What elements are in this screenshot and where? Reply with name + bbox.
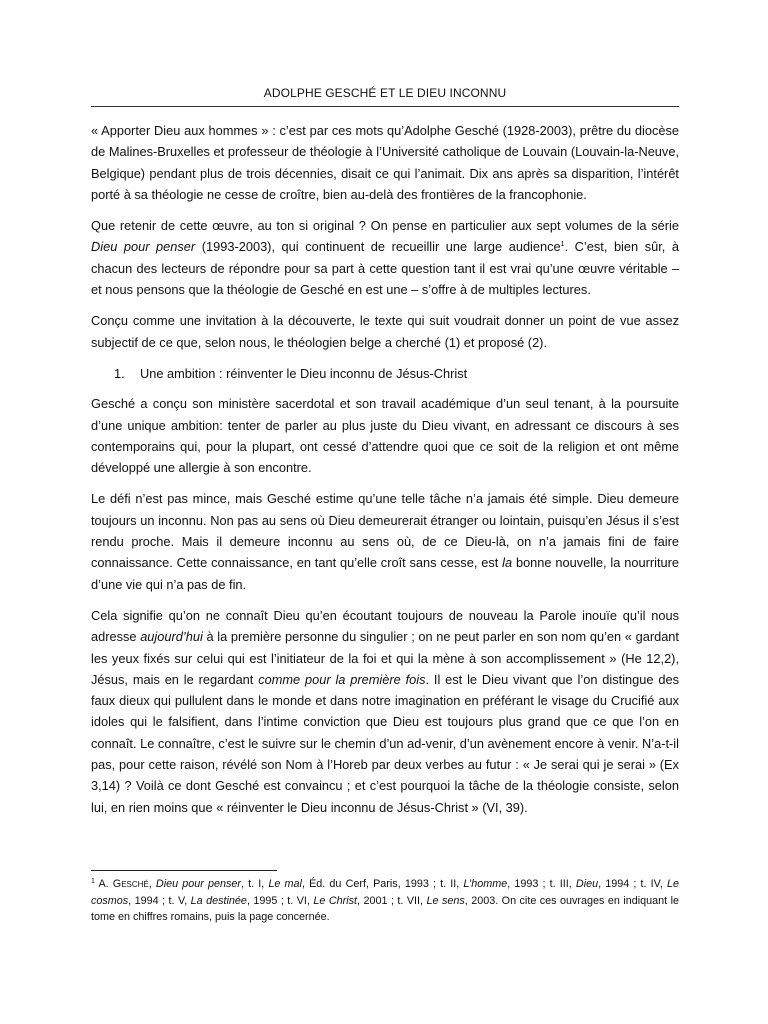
footnote-book-7: Le Christ bbox=[313, 894, 358, 907]
paragraph-parole-text-c: à la première personne du singulier ; on ne peut parler en son nom qu’en « gardant les yeux fixés sur celui qui est l’initiateur de la foi et qui la mène à son accomplissement » (He 12,2), Jésus, mais en le regardant bbox=[91, 629, 679, 687]
paragraph-parole-text-a: Cela signifie qu’on ne connaît Dieu qu’en écoutant toujours de nouveau la Parole inouïe qu’il nous adresse bbox=[91, 607, 679, 645]
footnote-text-7: , 1995 ; t. VI, bbox=[246, 894, 314, 907]
footnote-book-8: Le sens bbox=[426, 894, 465, 907]
document-page bbox=[91, 0, 679, 1024]
footnote-book-3: L’homme bbox=[463, 878, 508, 890]
footnote-text-1: , bbox=[148, 878, 156, 890]
footnote-text-5: , 1994 ; t. IV, bbox=[598, 878, 668, 890]
footnote-author-rest: esché bbox=[121, 878, 149, 890]
paragraph-intro: « Apporter Dieu aux hommes » : c’est par ces mots qu’Adolphe Gesché (1928-2003), prêtre du diocèse de Malines-Bruxelles et professeur de théologie à l’Université catholique de Louvain (Louvain-la-Neuve, Belgique) pendant plus de trois décennies, disait ce qui l’animait. Dix ans après sa disparition, l’intérêt porté à sa théologie ne cesse de croître, bien au-delà des frontières de la francophonie. bbox=[91, 123, 679, 202]
document-body bbox=[91, 120, 679, 818]
paragraph-oeuvre bbox=[91, 215, 679, 300]
footnote-author-initial: A. G bbox=[98, 878, 122, 890]
footnote-book-4: Dieu bbox=[575, 878, 599, 890]
section-heading-1 bbox=[91, 363, 679, 384]
footnote-book-6: La destinée bbox=[190, 894, 247, 907]
footnote-text-8: , 2001 ; t. VII, bbox=[357, 894, 427, 907]
paragraph-defi-text-c: bonne nouvelle, la nourriture d’une vie qui n’a pas de fin. bbox=[91, 555, 679, 592]
emphasis-aujourdhui: aujourd’hui bbox=[140, 629, 203, 645]
section-title: Une ambition : réinventer le Dieu inconnu de Jésus-Christ bbox=[140, 365, 468, 381]
paragraph-oeuvre-text-d: . C’est, bien sûr, à chacun des lecteurs de répondre pour sa part à cette question tant il est vrai qu’une œuvre véritable – et nous pensons que la théologie de Gesché en est une – s’offre à de multiples lectures. bbox=[91, 239, 679, 298]
paragraph-parole-text-e: . Il est le Dieu vivant que l’on distingue des faux dieux qui pullulent dans le monde et dans notre imagination en préférant le visage du Crucifié aux idoles qui le falsifient, dans l’intime conviction que Dieu est toujours plus grand que ce que l’on en connaît. Le connaître, c’est le suivre sur le chemin d’un ad-venir, d’un avènement encore à venir. N’a-t-il pas, pour cette raison, révélé son Nom à l’Horeb par deux verbes au futur : « Je serai qui je serai » (Ex 3,14) ? Voilà ce dont Gesché est convaincu ; et c’est pourquoi la tâche de la théologie consiste, selon lui, en rien moins que « réinventer le Dieu inconnu de Jésus-Christ » (VI, 39). bbox=[91, 671, 679, 815]
footnote-text-6: , 1994 ; t. V, bbox=[128, 894, 191, 907]
running-header: ADOLPHE GESCHÉ ET LE DIEU INCONNU bbox=[263, 86, 507, 100]
paragraph-defi-text-a: Le défi n’est pas mince, mais Gesché estime qu’une telle tâche n’a jamais été simple. Dieu demeure toujours un inconnu. Non pas au sens où Dieu demeurerait étranger ou lointain, puisqu’en Jésus il s’est rendu proche. Mais il demeure inconnu au sens où, de ce Dieu-là, on n’a jamais fini de faire connaissance. Cette connaissance, en tant qu’elle croît sans cesse, est bbox=[91, 491, 679, 571]
paragraph-invitation: Conçu comme une invitation à la découverte, le texte qui suit voudrait donner un point de vue assez subjectif de ce que, selon nous, le théologien belge a cherché (1) et proposé (2). bbox=[91, 313, 679, 350]
footnote-text-2: , t. I, bbox=[241, 878, 269, 890]
paragraph-parole bbox=[91, 605, 679, 818]
paragraph-defi bbox=[91, 488, 679, 594]
footnote-book-5: Le cosmos bbox=[91, 878, 680, 907]
header-rule bbox=[91, 106, 679, 107]
emphasis-la: la bbox=[502, 555, 513, 571]
footnote-reference[interactable]: 1 bbox=[560, 241, 565, 249]
footnote-text-4: , 1993 ; t. III, bbox=[507, 878, 576, 890]
footnote-book-2: Le mal bbox=[268, 878, 302, 890]
footnote-1 bbox=[91, 876, 679, 926]
footnote-number: 1 bbox=[91, 878, 95, 885]
footnote-text-9: , 2003. On cite ces ouvrages en indiquant le tome en chiffres romains, puis la page concernée. bbox=[91, 894, 679, 923]
footnote-text-3: , Éd. du Cerf, Paris, 1993 ; t. II, bbox=[301, 878, 464, 890]
paragraph-oeuvre-text-c: (1993-2003), qui continuent de recueillir une large audience bbox=[195, 239, 561, 255]
section-number: 1. bbox=[114, 365, 125, 381]
paragraph-ministere: Gesché a conçu son ministère sacerdotal et son travail académique d’un seul tenant, à la poursuite d’une unique ambition: tenter de parler au plus juste du Dieu vivant, en adressant ce discours à ses contemporains qui, pour la plupart, ont cessé d’attendre quoi que ce soit de la religion et ont même développé une allergie à son encontre. bbox=[91, 396, 679, 476]
footnote-book-1: Dieu pour penser bbox=[155, 878, 241, 890]
emphasis-premiere-fois: comme pour la première fois bbox=[258, 671, 426, 687]
footnote-separator bbox=[91, 870, 277, 871]
paragraph-oeuvre-text-a: Que retenir de cette œuvre, au ton si original ? On pense en particulier aux sept volumes de la série bbox=[91, 218, 679, 234]
book-title-dieu-pour-penser: Dieu pour penser bbox=[91, 239, 196, 255]
